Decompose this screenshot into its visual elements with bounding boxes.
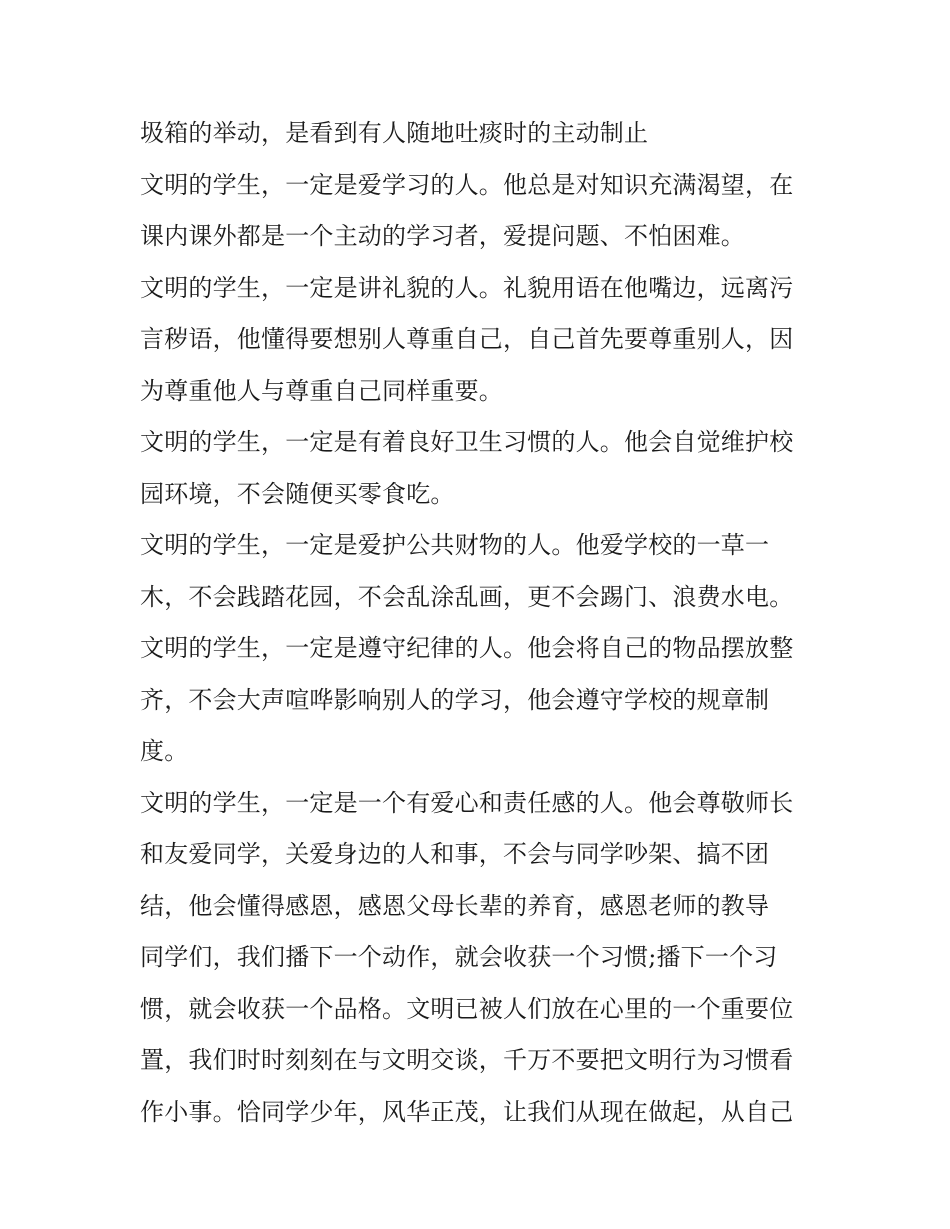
text-line: 齐，不会大声喧哗影响别人的学习，他会遵守学校的规章制: [140, 685, 770, 714]
document-body: [140, 108, 830, 1138]
text-line: 度。: [140, 737, 189, 765]
text-line: 文明的学生，一定是遵守纪律的人。他会将自己的物品摆放整: [140, 634, 794, 662]
text-line: 惯，就会收获一个品格。文明已被人们放在心里的一个重要位: [140, 994, 794, 1023]
text-line: 文明的学生，一定是有着良好卫生习惯的人。他会自觉维护校: [140, 428, 794, 456]
text-line: 文明的学生，一定是爱学习的人。他总是对知识充满渴望，在: [140, 170, 794, 199]
text-line: 置，我们时时刻刻在与文明交谈，千万不要把文明行为习惯看: [140, 1046, 794, 1074]
text-line: 文明的学生，一定是一个有爱心和责任感的人。他会尊敬师长: [140, 788, 794, 817]
text-line: 木，不会践踏花园，不会乱涂乱画，更不会踢门、浪费水电。: [140, 582, 794, 611]
text-line: 为尊重他人与尊重自己同样重要。: [140, 376, 503, 405]
text-line: 言秽语，他懂得要想别人尊重自己，自己首先要尊重别人，因: [140, 325, 794, 353]
text-line: 文明的学生，一定是爱护公共财物的人。他爱学校的一草一: [140, 531, 770, 559]
text-line: 作小事。恰同学少年，风华正茂，让我们从现在做起，从自己: [140, 1097, 794, 1126]
text-line: 圾箱的举动，是看到有人随地吐痰时的主动制止: [140, 119, 649, 147]
text-line: 同学们，我们播下一个动作，就会收获一个习惯;播下一个习: [140, 943, 778, 971]
text-line: 园环境，不会随便买零食吃。: [140, 479, 455, 508]
text-line: 和友爱同学，关爱身边的人和事，不会与同学吵架、搞不团: [140, 840, 770, 868]
text-line: 课内课外都是一个主动的学习者，爱提问题、不怕困难。: [140, 222, 745, 250]
text-line: 结，他会懂得感恩，感恩父母长辈的养育，感恩老师的教导: [140, 891, 770, 920]
text-line: 文明的学生，一定是讲礼貌的人。礼貌用语在他嘴边，远离污: [140, 273, 794, 302]
